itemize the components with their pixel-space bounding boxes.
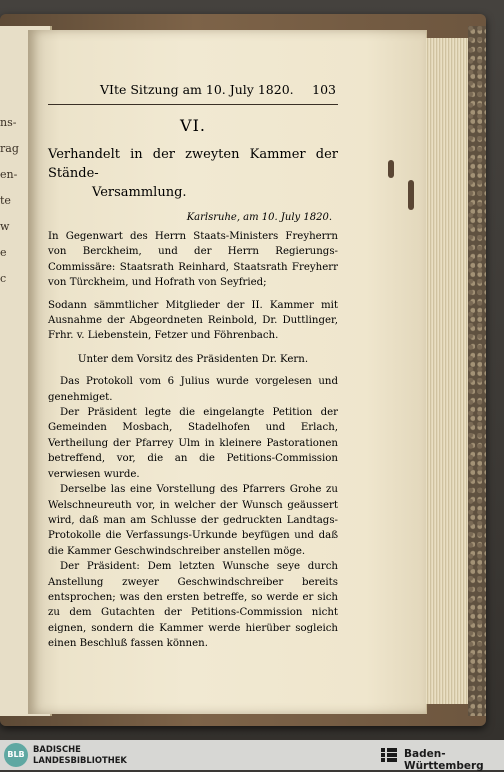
running-head-title: VIte Sitzung am 10. July 1820. (100, 82, 294, 97)
paragraph-attendance: In Gegenwart des Herrn Staats-Ministers Freyherrn von Berckheim, und der Herrn Regierungs-Commissäre: Staatsrath Reinhard, Staatsrath Freyherr von Türckheim, und Hofrath von Seyfried; (48, 231, 338, 289)
paragraph-protocol: Das Protokoll vom 6 Julius wurde vorgelesen und genehmiget. (48, 376, 338, 403)
page-number: 103 (312, 82, 336, 97)
running-head (50, 82, 336, 102)
library-name[interactable] (33, 744, 127, 766)
partner-name[interactable]: Baden-Württemberg (404, 748, 484, 772)
viewer-footer (0, 740, 504, 770)
state-coat-of-arms-icon[interactable] (380, 746, 398, 764)
paragraph-president: Der Präsident: Dem letzten Wunsche seye durch Anstellung zweyer Geschwindschreiber bereits entsprochen; was den ersten betreffe, so werde er sich zu dem Gutachten der Petitions-Commission nicht eignen, sondern die Kammer werde hierüber sogleich einen Beschluß fassen können. (48, 561, 338, 650)
fragment: c (0, 272, 7, 285)
fragment: rag (0, 142, 19, 155)
header-rule (48, 104, 338, 105)
fragment: te (0, 194, 11, 207)
paragraph-chair: Unter dem Vorsitz des Präsidenten Dr. Kern. (77, 353, 309, 365)
title-line: Verhandelt in der zweyten Kammer der Stände- (48, 147, 338, 181)
fragment: ns- (0, 116, 17, 129)
fragment: en- (0, 168, 18, 181)
library-name-line: LANDESBIBLIOTHEK (33, 755, 127, 765)
section-number: VI. (180, 116, 206, 135)
library-logo[interactable]: BLB (4, 743, 28, 767)
ink-stain (388, 160, 394, 178)
ink-stain (408, 180, 414, 210)
fragment: w (0, 220, 10, 233)
paragraph-proposal: Derselbe las eine Vorstellung des Pfarrers Grohe zu Welschneureuth vor, in welcher der Wunsch geäussert wird, daß man am Schlusse der gedruckten Landtags-Protokolle die Verfassungs-Urkunde beyfügen und daß die Kammer Geschwindschreiber anstellen möge. (48, 484, 338, 557)
paragraph-members: Sodann sämmtlicher Mitglieder der II. Kammer mit Ausnahme der Abgeordneten Reinbold, Dr. Duttlinger, Frhr. v. Liebenstein, Fetzer und Föhrenbach. (48, 299, 338, 342)
page-body (48, 114, 338, 652)
previous-page-fragments (0, 110, 22, 350)
page-fore-edge (426, 38, 469, 704)
dateline: Karlsruhe, am 10. July 1820. (186, 212, 332, 223)
title-line: Versammlung. (92, 185, 187, 200)
library-name-line: BADISCHE (33, 744, 81, 754)
fragment: e (0, 246, 7, 259)
paragraph-petition: Der Präsident legte die eingelangte Petition der Gemeinden Mosbach, Stadelhofen und Erlach, Vertheilung der Pfarrey Ulm in kleinere Pastorationen betreffend, vor, die an die Petitions-Commission verwiesen wurde. (48, 407, 338, 480)
section-title (48, 145, 338, 202)
marbled-cover-edge (468, 26, 486, 716)
